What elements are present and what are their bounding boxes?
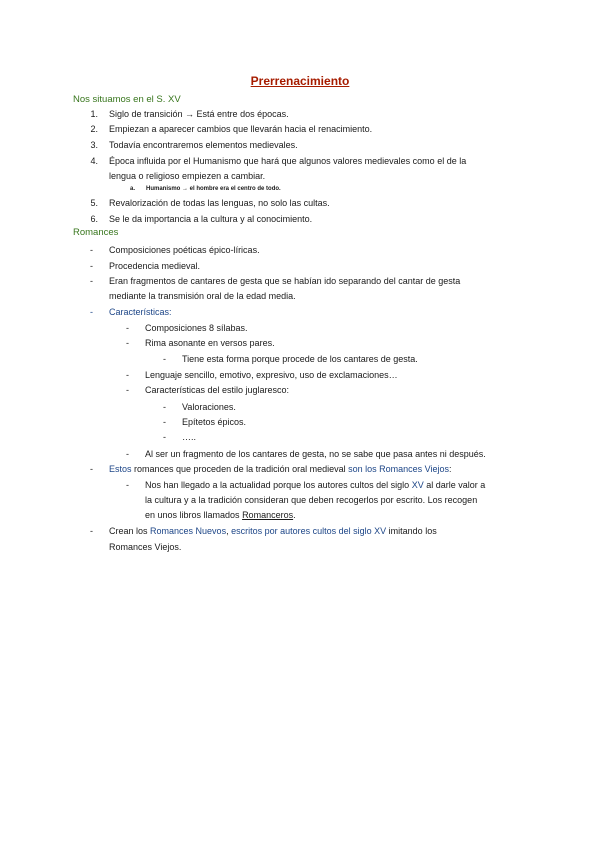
- bullet-dash: -: [90, 464, 93, 474]
- plain-text: imitando los: [386, 526, 437, 536]
- list-text: Valoraciones.: [182, 402, 236, 412]
- list-text: Se le da importancia a la cultura y al conocimiento.: [109, 214, 313, 224]
- section-heading-romances: Romances: [73, 227, 119, 238]
- list-number: 3.: [90, 140, 98, 150]
- bullet-dash: -: [90, 276, 93, 286]
- list-number: 5.: [90, 198, 98, 208]
- list-number: 2.: [90, 124, 98, 134]
- list-text: mediante la transmisión oral de la edad media.: [109, 291, 296, 301]
- bullet-dash: -: [90, 261, 93, 271]
- underlined-text: Romanceros: [242, 510, 294, 520]
- list-text: Humanismo → el hombre era el centro de todo.: [146, 186, 281, 192]
- list-text: Características del estilo juglaresco:: [145, 385, 290, 395]
- list-number: 1.: [90, 109, 98, 119]
- list-text: [145, 508, 296, 523]
- list-text: lengua o religioso empiezen a cambiar.: [109, 171, 266, 181]
- list-text: Eran fragmentos de cantares de gesta que se habían ido separando del cantar de gesta: [109, 276, 461, 286]
- bullet-dash: -: [126, 480, 129, 490]
- list-text: Al ser un fragmento de los cantares de gesta, no se sabe que pasa antes ni después.: [145, 449, 486, 459]
- highlight-text: escritos por autores cultos del siglo XV: [231, 526, 387, 536]
- list-text: Todavía encontraremos elementos medievales.: [109, 140, 298, 150]
- bullet-dash: -: [163, 432, 166, 442]
- list-text: [145, 478, 485, 493]
- highlight-text: XV: [411, 480, 424, 490]
- list-letter: a.: [129, 186, 135, 192]
- bullet-dash: -: [90, 245, 93, 255]
- list-text: Composiciones poéticas épico-líricas.: [109, 245, 260, 255]
- list-text: Rima asonante en versos pares.: [145, 338, 275, 348]
- list-text: Epítetos épicos.: [182, 417, 247, 427]
- plain-text: ,: [226, 526, 232, 536]
- plain-text: al darle valor a: [423, 480, 486, 490]
- bullet-dash: -: [126, 370, 129, 380]
- list-text: Empiezan a aparecer cambios que llevarán hacia el renacimiento.: [109, 124, 373, 134]
- list-text: Características:: [109, 307, 172, 317]
- list-number: 4.: [90, 156, 98, 166]
- bullet-dash: -: [163, 417, 166, 427]
- bullet-dash: -: [90, 526, 93, 536]
- list-text: Procedencia medieval.: [109, 261, 201, 271]
- bullet-dash: -: [163, 354, 166, 364]
- list-text: Romances Viejos.: [109, 542, 182, 552]
- highlight-text: Romances Nuevos: [150, 526, 227, 536]
- bullet-dash: -: [126, 385, 129, 395]
- list-text: Siglo de transición → Está entre dos épocas.: [109, 109, 289, 119]
- plain-text: Nos han llegado a la actualidad porque los autores cultos del siglo: [145, 480, 412, 490]
- plain-text: :: [449, 464, 452, 474]
- list-text: la cultura y a la tradición consideran que deben recogerlos por escrito. Los recogen: [145, 495, 478, 505]
- plain-text: Crean los: [109, 526, 151, 536]
- list-text: Lenguaje sencillo, emotivo, expresivo, uso de exclamaciones…: [145, 370, 398, 380]
- section-heading-s-xv: Nos situamos en el S. XV: [73, 94, 181, 105]
- list-text: Composiciones 8 sílabas.: [145, 323, 248, 333]
- list-text: Revalorización de todas las lenguas, no solo las cultas.: [109, 198, 330, 208]
- plain-text: en unos libros llamados: [145, 510, 243, 520]
- list-text: [109, 524, 437, 539]
- highlight-text: son los Romances Viejos: [348, 464, 450, 474]
- bullet-dash: -: [126, 323, 129, 333]
- page-title: Prerrenacimiento: [250, 74, 350, 88]
- bullet-dash: -: [126, 338, 129, 348]
- plain-text: romances que proceden de la tradición oral medieval: [131, 464, 349, 474]
- bullet-dash: -: [126, 449, 129, 459]
- highlight-text: Estos: [109, 464, 132, 474]
- list-text: [109, 462, 452, 477]
- list-text: …..: [182, 432, 197, 442]
- bullet-dash: -: [163, 402, 166, 412]
- plain-text: .: [293, 510, 296, 520]
- list-text: Época influida por el Humanismo que hará que algunos valores medievales como el de la: [109, 156, 467, 166]
- bullet-dash: -: [90, 307, 93, 317]
- list-number: 6.: [90, 214, 98, 224]
- list-text: Tiene esta forma porque procede de los cantares de gesta.: [182, 354, 418, 364]
